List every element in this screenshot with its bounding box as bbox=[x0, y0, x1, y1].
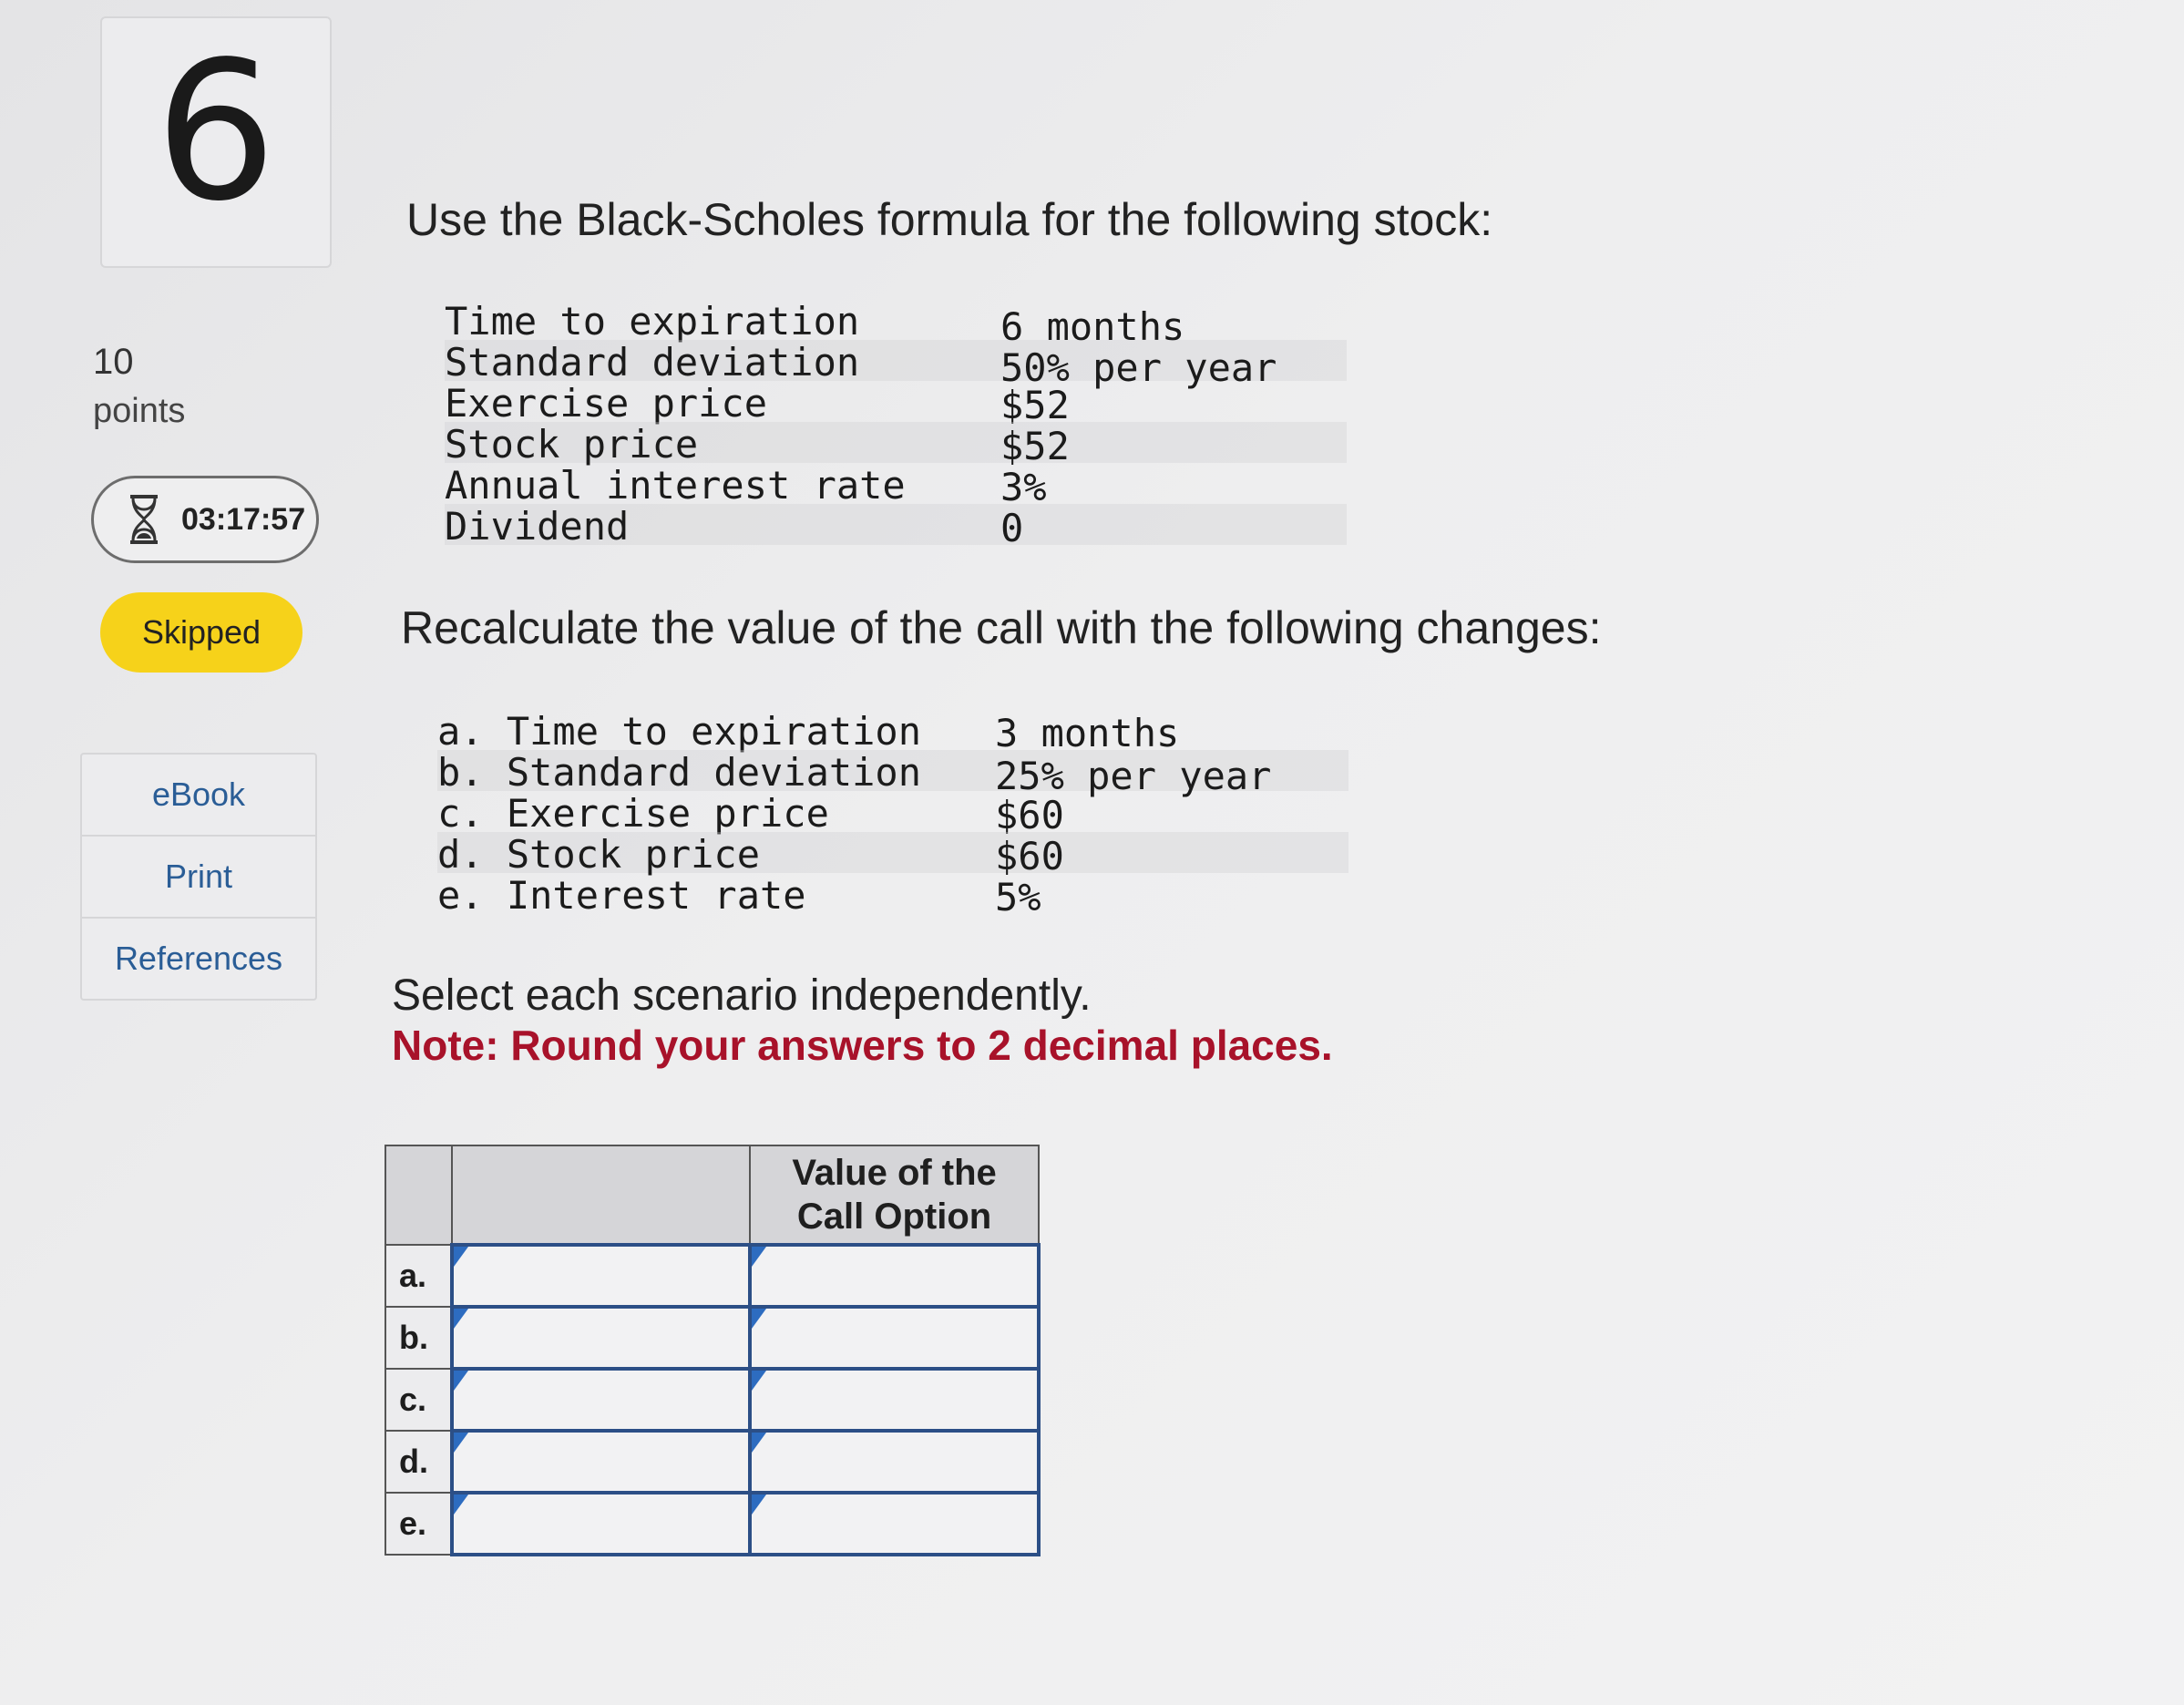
call-value-input[interactable] bbox=[752, 1505, 1037, 1543]
answer-table bbox=[385, 1145, 1041, 1556]
answer-header-row bbox=[385, 1145, 1039, 1245]
instruction-text: Select each scenario independently. bbox=[392, 971, 1092, 1020]
call-value-field[interactable] bbox=[750, 1431, 1039, 1493]
stock-value: 50% per year bbox=[1000, 345, 1277, 390]
scenario-select[interactable] bbox=[452, 1431, 750, 1493]
references-link[interactable]: References bbox=[114, 940, 283, 977]
stock-value: $52 bbox=[1000, 383, 1070, 427]
points-label: points bbox=[93, 392, 186, 430]
change-row bbox=[437, 873, 1348, 919]
scenario-input[interactable] bbox=[454, 1320, 748, 1357]
answer-row bbox=[385, 1369, 1039, 1431]
stock-row bbox=[445, 381, 1347, 427]
scenario-input[interactable] bbox=[454, 1258, 748, 1295]
question-subtitle: Recalculate the value of the call with the following changes: bbox=[401, 602, 1602, 653]
stock-value: $52 bbox=[1000, 424, 1070, 468]
change-row bbox=[437, 832, 1348, 878]
scenario-select[interactable] bbox=[452, 1493, 750, 1555]
scenario-input[interactable] bbox=[454, 1443, 748, 1481]
change-value: 25% per year bbox=[995, 754, 1272, 798]
stock-row bbox=[445, 504, 1347, 550]
change-label: c. Exercise price bbox=[437, 791, 829, 836]
question-title: Use the Black-Scholes formula for the following stock: bbox=[406, 194, 1493, 245]
change-value: $60 bbox=[995, 834, 1064, 878]
answer-row bbox=[385, 1307, 1039, 1369]
points-value: 10 bbox=[93, 342, 134, 382]
change-value: 3 months bbox=[995, 711, 1180, 755]
change-label: a. Time to expiration bbox=[437, 709, 922, 754]
call-value-field[interactable] bbox=[750, 1493, 1039, 1555]
stock-row bbox=[445, 340, 1347, 390]
row-label: a. bbox=[385, 1245, 452, 1307]
stock-label: Exercise price bbox=[445, 381, 768, 426]
stock-data-table bbox=[445, 299, 1347, 550]
row-label: e. bbox=[385, 1493, 452, 1555]
scenario-select[interactable] bbox=[452, 1307, 750, 1369]
call-value-input[interactable] bbox=[752, 1258, 1037, 1295]
stock-label: Time to expiration bbox=[445, 299, 860, 344]
row-label: c. bbox=[385, 1369, 452, 1431]
row-label: d. bbox=[385, 1431, 452, 1493]
change-label: b. Standard deviation bbox=[437, 750, 922, 795]
stock-label: Annual interest rate bbox=[445, 463, 906, 508]
row-label: b. bbox=[385, 1307, 452, 1369]
change-value: 5% bbox=[995, 875, 1041, 919]
call-value-field[interactable] bbox=[750, 1369, 1039, 1431]
answer-row bbox=[385, 1493, 1039, 1555]
change-label: e. Interest rate bbox=[437, 873, 806, 918]
changes-table bbox=[437, 709, 1348, 919]
stock-label: Stock price bbox=[445, 422, 699, 467]
header-cell-value bbox=[750, 1145, 1039, 1245]
answer-row bbox=[385, 1245, 1039, 1307]
change-row bbox=[437, 791, 1348, 837]
stock-label: Dividend bbox=[445, 504, 630, 549]
rounding-note: Note: Round your answers to 2 decimal places. bbox=[392, 1022, 1333, 1069]
stock-value: 3% bbox=[1000, 465, 1047, 509]
header-cell-empty bbox=[385, 1145, 452, 1245]
change-label: d. Stock price bbox=[437, 832, 761, 877]
call-value-field[interactable] bbox=[750, 1245, 1039, 1307]
call-value-field[interactable] bbox=[750, 1307, 1039, 1369]
header-cell-scenario bbox=[452, 1145, 750, 1245]
question-number: 6 bbox=[155, 20, 277, 243]
call-value-input[interactable] bbox=[752, 1381, 1037, 1419]
skipped-badge[interactable]: Skipped bbox=[100, 592, 302, 673]
call-value-input[interactable] bbox=[752, 1320, 1037, 1357]
print-link[interactable]: Print bbox=[82, 837, 315, 919]
scenario-input[interactable] bbox=[454, 1381, 748, 1419]
resource-links bbox=[80, 753, 317, 1001]
timer bbox=[91, 476, 319, 563]
change-row bbox=[437, 750, 1348, 798]
value-header-line2: Call Option bbox=[796, 1197, 992, 1237]
value-header-line1: Value of the bbox=[792, 1153, 997, 1193]
stock-value: 6 months bbox=[1000, 304, 1185, 349]
change-value: $60 bbox=[995, 793, 1064, 837]
answer-row bbox=[385, 1431, 1039, 1493]
stock-row bbox=[445, 422, 1347, 468]
change-row bbox=[437, 709, 1348, 755]
timer-text: 03:17:57 bbox=[181, 501, 306, 537]
stock-label: Standard deviation bbox=[445, 340, 860, 385]
scenario-select[interactable] bbox=[452, 1245, 750, 1307]
scenario-select[interactable] bbox=[452, 1369, 750, 1431]
stock-row bbox=[445, 299, 1347, 349]
hourglass-icon bbox=[125, 493, 163, 546]
scenario-input[interactable] bbox=[454, 1505, 748, 1543]
call-value-input[interactable] bbox=[752, 1443, 1037, 1481]
ebook-link[interactable]: eBook bbox=[82, 755, 315, 837]
stock-row bbox=[445, 463, 1347, 509]
stock-value: 0 bbox=[1000, 506, 1024, 550]
